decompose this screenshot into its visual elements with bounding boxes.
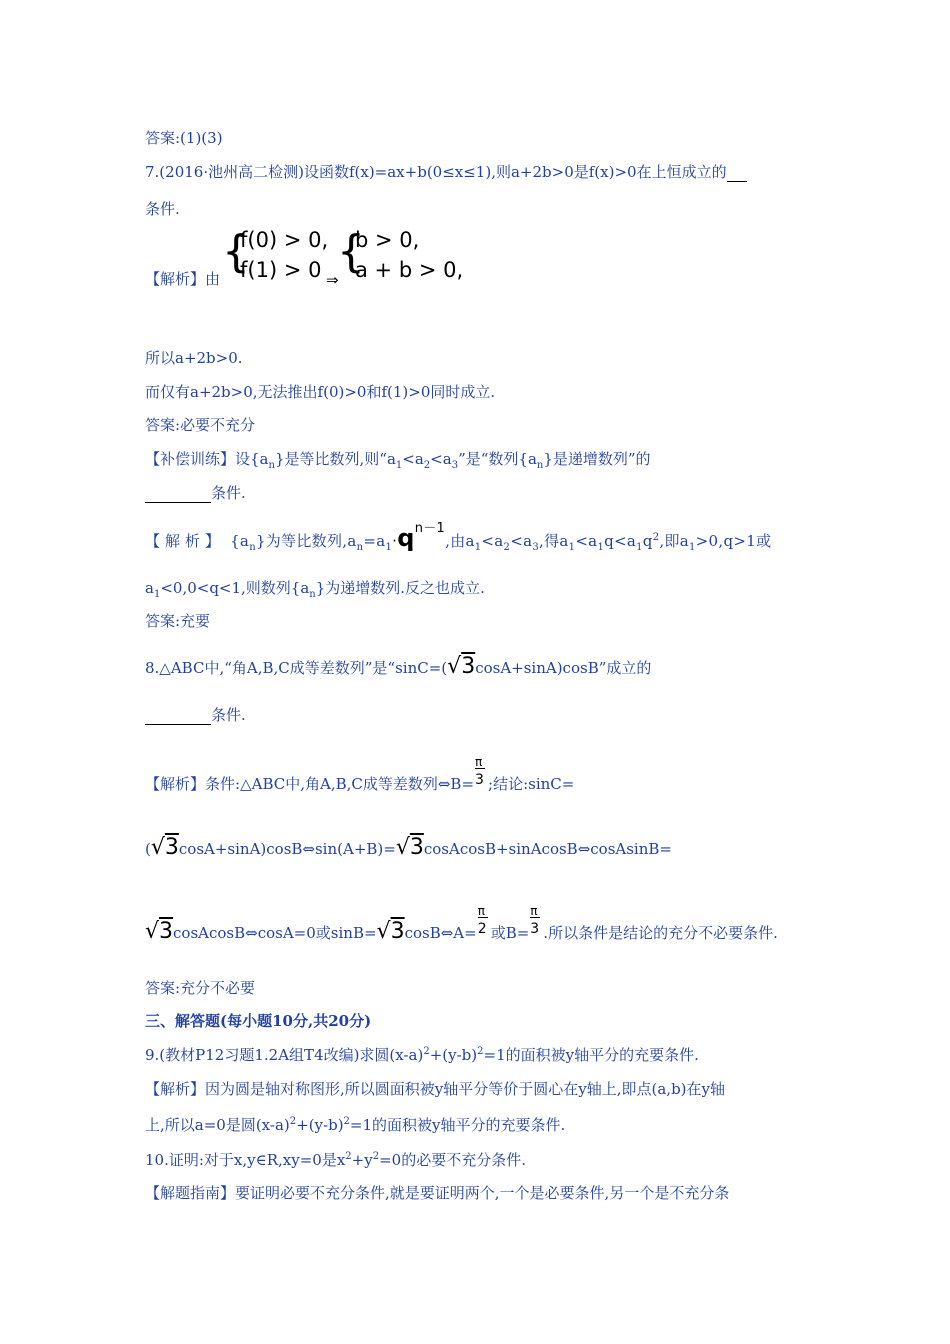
q8-analysis-1: 【解析】条件:△ABC中,角A,B,C成等差数列⇔B= $\frac{\pi}{3}$ ;结论:sinC= (145, 755, 575, 793)
q7-stem-line1: 7.(2016·池州高二检测)设函数f(x)=ax+b(0≤x≤1),则a+2b>0是f(x)>0在上恒成立的 (145, 162, 747, 182)
q9-analysis-1: 【解析】因为圆是轴对称图形,所以圆面积被y轴平分等价于圆心在y轴上,即点(a,b)在y轴 (145, 1080, 725, 1098)
comp-blank-line: 条件. (145, 483, 246, 503)
q8-stem: 8.△ABC中,“角A,B,C成等差数列”是“sinC=(√3cosA+sinA)cosB”成立的 (145, 654, 652, 679)
system-f1: f(1) > 0 (240, 258, 322, 282)
q8-analysis-3: √3cosAcosB⇔cosA=0或sinB=√3cosB⇔A= $\frac{\pi}{2}$ 或B= $\frac{\pi}{3}$ .所以条件是结论的充分不必要条件. (145, 904, 778, 944)
q9-stem: 9.(教材P12习题1.2A组T4改编)求圆$(x-a)^2+(y-b)^2=1$的面积被y轴平分的充要条件. (145, 1046, 699, 1064)
sqrt3-symbol: √3 (447, 654, 476, 679)
comp-analysis-cont: $a_1<0,0<q<1$,则数列$\{a_n\}$为递增数列.反之也成立. (145, 579, 485, 600)
fraction-pi-2: $\frac{\pi}{2}$ (477, 904, 487, 937)
q8-analysis-2: (√3cosA+sinA)cosB⇔sin(A+B)=√3cosAcosB+sinAcosB⇔cosAsinB= (145, 835, 672, 860)
q8-answer: 答案:充分不必要 (145, 979, 256, 997)
system-brace-right: { (337, 226, 365, 277)
answer-blank (727, 181, 747, 182)
system-f0: f(0) > 0, (240, 228, 329, 252)
answer-blank (145, 502, 211, 503)
fraction-pi-3: $\frac{\pi}{3}$ (530, 904, 540, 937)
q10-stem: 10.证明:对于x,y∈R,xy=0是$x^2+y^2=0$的必要不充分条件. (145, 1151, 526, 1169)
system-ab: a + b > 0, (355, 258, 464, 282)
fraction-pi-3: $\frac{\pi}{3}$ (475, 755, 484, 788)
section-heading: 三、解答题(每小题10分,共20分) (145, 1012, 372, 1030)
comp-answer: 答案:充要 (145, 612, 211, 630)
implies-arrow: ⇒ (326, 271, 339, 289)
system-brace-left: { (222, 226, 250, 277)
answer-blank (145, 724, 211, 725)
q7-answer: 答案:必要不充分 (145, 416, 256, 434)
system-b: b > 0, (355, 228, 420, 252)
answer-previous: 答案:(1)(3) (145, 129, 223, 147)
q8-blank-line: 条件. (145, 705, 246, 725)
comp-stem: 【补偿训练】设$\{a_n\}$是等比数列,则“$a_1<a_2<a_3$”是“数列$\{a_n\}$是递增数列”的 (145, 450, 651, 471)
q7-analysis-label: 【解析】由 (145, 270, 221, 288)
q7-stem-line2: 条件. (145, 200, 180, 218)
q7-only: 而仅有a+2b>0,无法推出f(0)>0和f(1)>0同时成立. (145, 383, 496, 401)
q10-guide: 【解题指南】要证明必要不充分条件,就是要证明两个,一个是必要条件,另一个是不充分条 (145, 1184, 730, 1202)
q9-analysis-2: 上,所以a=0是圆$(x-a)^2+(y-b)^2=1$的面积被y轴平分的充要条件. (145, 1116, 566, 1134)
q7-so: 所以a+2b>0. (145, 349, 243, 367)
comp-analysis: 【解析】 $\{a_n\}$为等比数列$,a_n=a_1\cdot q^{n-1}$,由$a_1<a_2<a_3$,得$a_1<a_1q<a_1q^2$,即$a_1>0,q>1$或 (145, 521, 772, 553)
